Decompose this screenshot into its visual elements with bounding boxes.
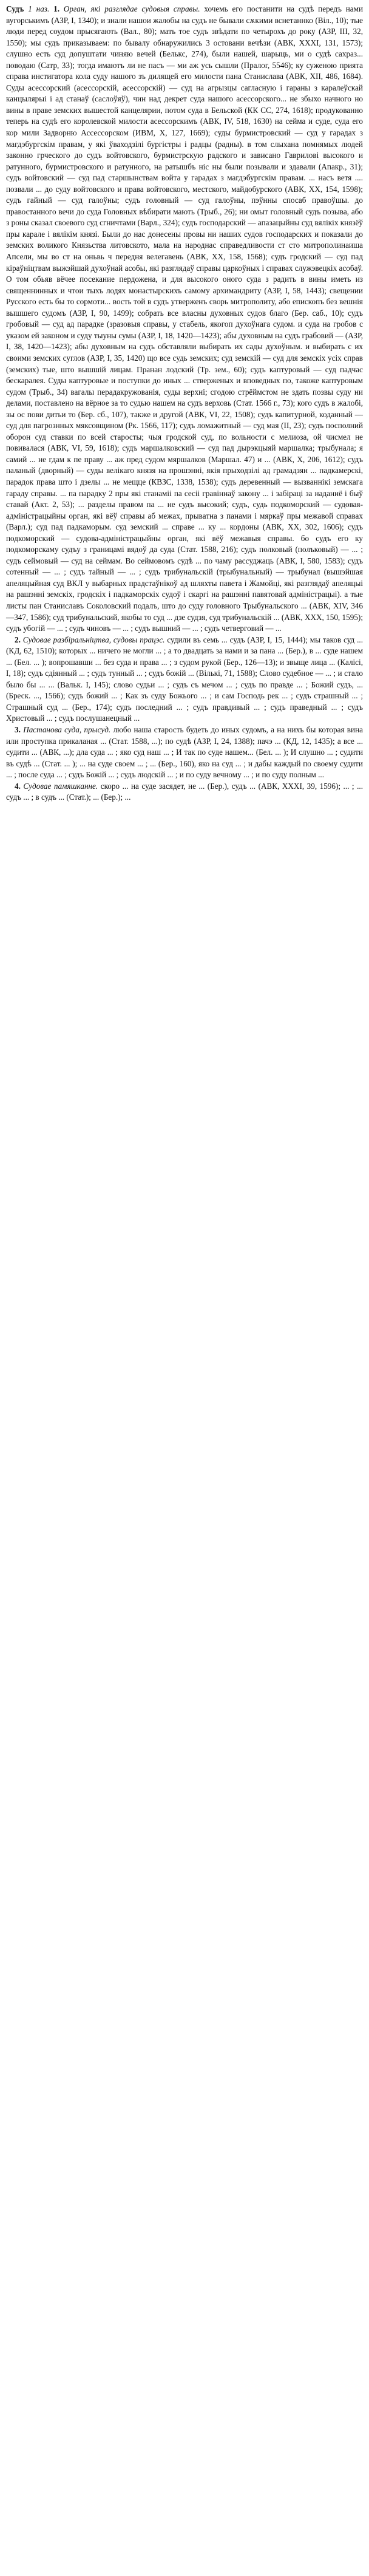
entry-grammar: 1 наз. [28, 4, 50, 13]
sense-number: 3. [15, 725, 21, 734]
sense-text: судили въ семь ... судъ (АЗР, I, 15, 1444); мы таков суд ... (КД, 62, 1510); которых ... ничего не могли ... ; а то двадцать за нами и за пана ... (Бер.), в ... суде нашем ... (Бел. ... ); вопрошавши ... без суда и права ... ; з судом рукой (Бер., 126—13); и звыще лица ... (Калісі, I, 18); судъ сдіянный ... ; судъ тунный ... ; судъ божій ... (Вількі, 71, 1588); Слово судебное — ... ; и стало было бы ... ... (Вальк. I, 145); слово судьи ... ; судъ съ мечом ... ; судъ по правде ... ; Божий судъ, ... (Бреск. ..., 1566); судъ божий ... ; Как зъ суду Божього ... ; и сам Господь рек ... ; судъ страшный ... ; Страшный суд ... (Бер., 174); судъ последний ... ; судъ правдивый ... ; судъ праведный ... ; судъ Христовый ... ; судъ послушанецный ... [6, 635, 364, 723]
sense-definition: Судовае памяшканне. [23, 781, 98, 791]
entry-headword: Судъ [6, 4, 24, 13]
sense-definition: Судовае разбіральніцтва, судовы працэс. [22, 635, 165, 644]
sense-text: любо наша старость будеть до иных судомъ, а на нихъ бы которая вина или проступка прикаланая ... (Стат. 1588, ...); по судѣ (АЗР, I, 24, 1388); пачэ ... (КД, 12, 1435); а все ... судити ... (АВК, ...); дла суда ... ; яко суд наш ... ; И так по суде нашем... (Бел. ... ); И слушно ... ; судити въ судѣ ... (Стат. ... ); ... на суде своем ... ; ... (Бер., 160), яко на суд ... ; и дабы каждый по своему судити ... ; после суда ... ; судъ Божій ... ; судъ людскій ... ; и по суду вечному ... ; и по суду полным ... [6, 725, 364, 780]
sense-number: 2. [15, 635, 21, 644]
sense-text: хочемь его постанити на судѣ передъ нами вугорськимъ (АЗР, І, 1340); и знали нашои жалобы на судъ не бывали сѫкими вснетаннко (Віл., 10); тые люди перед соудом прысягають (Вал., 80); мать тое судъ звѣдати по четырохъ до року (АЗР, III, 32, 1550); мы судъ приказываем: по бывалу обнаружились 3 остовани вечѣзи (АВК, XXXI, 131, 1573); слушно есть суд допуштати чиняю вечей (Белькс, 274), были нашей, шарыць, ми о судѣ сахраз... поводаю (Сатр, 33); тогда имаютъ ли не пасъ — ми аж усь сышли (Пралог, 5546); ку суженою прията справа инстигатора кола суду нашого зъ дилящей его милости пана Станислава (АВК, XII, 486, 1684). Суды асессорский (асессорскій, асессорскій) — суд на агрызцы сагласную і гараны з каралеўскай канцылярыi і ад станаў (саслоўяў), чин над декрет суда нашого асессорского... не збыхо начного но вины в праве земских вышестой канцелярии, потом суда в Бельской (КК СС, 274, 1618); продукованно теперь на судѣ его королевской милости асессорскимъ (АВК, IV, 518, 1630) на сейма и суде, суда его кор мили Задворню Ассессорском (ИВМ, X, 127, 1669); суды бурмистровский — суд у гарадах з магдэбургскім правам, у які ўваходзілі бургістры і радцы (радны). в том слыхана помнямых людей законно грческого до судъ войтовского, бурмистрскую радского и зависано Гаврилові высокого и ратунного, бурмистровского и ратунного, на ратышбъ ніс ны были позывали и здавали (Апакр., 31); судъ войтовский — суд пад старшынствам войта у гарадах з магдэбургскім правам. ... насъ ветя .... позвали ... до суду войтовского и права войтовского, местского, майдобурского (АВК, XX, 154, 1598); судъ гайный — суд галоўны; судъ головный — суд галоўны, пэўнны спосаб правоўшы. до правостанного вечи до суда Головных вѣбирати мають (Трыб., 26); ни омыт головный судъ позыва, або з роны сказал своевого суд сгничтами (Варл., 324); судъ господарский — апазацыйны суд вялікіх князёў пры карале і вялікім князі. Были до нас донесены провы ни наших судов господарских и показали до земских воликого Князьства литовското, мала на народнас справедливости ст сто митрополинаиша Апсели, мы во ст на оньвь ч передня велегавень (АВК, XX, 158, 1568); судъ гродский — суд пад кіраўніцтвам выжэйшай духоўнай асобы, які разглядаў справы царкоўных і справах служэвецкіх асобаў. О том обьяв вёчее посекание пердожена, и для высокого оного суда з радить в вины иметь из священнинных и чтои тыхъ лодях монастырскихъ самому архимандриту (АЗР, I, 58, 1443); свещении Русского есть бы то сормоти... вость той в судъ утверженъ сворь митрополиту, або епископъ без вешнія вышшего судомъ (АЗР, I, 90, 1499); собрать все власны духовных судов благо (Бер. саб., 10); судъ гробовый — суд ад парадке (зразовыя справы, у стабель, якогоп духоўнага судом. и суда на гробов с указом ей законом и суду тыуны сумы (АЗР, I, 18, 1420—1423); абы духовным на судъ грабовий — (АЗР, I, 38, 1420—1423); абы духовным на судъ обставляли выбирать их сады духоўным. и выбирать с их своими земских суглов (АЗР, I, 35, 1420) що все судь земских; суд земскій — суд для земскіх усіх справ (земских) тые, што вышшій лицам. Пранан лодский (Тр. зем., 60); судъ каптуровый — суд падчас бескаралея. Суды каптуровые и поступки до иных ... стверженых и вповедных по, такоже каптуровым судом (Трыб., 34) вагалы перадакружованія, суды верхні; сгодою стрёймстом не здать позвы суду ни делами, поставлено на вёрное за то судью нашем на судъ верховь (Стат. 1566 г., 73); кого судъ в жалобі, зы ос пови дитьи то (Бер. сб., 107), также и другой (АВК, VI, 22, 1508); судъ капитурной, коданный — суд для пагрознных мяксовщином (Рк. 1566, 117); судъ ломажитный — суд мая (ІІ, 23); судъ посполний оборон суд ставки по всей старосты; чыя гродской суд, по вольности с мелиоза, ой чисмел не повивалася (АВК, VI, 59, 1618); судъ маршалковский — суд пад дырэкцыяй маршалка; трыбунала; я самий ... не гдам к пе праву ... аж пред судом мяршалков (Маршал. 47) и ... (АВК, X, 206, 1612); судъ паланый (дворный) — суды велікаго князя на прошэнні, якія прыходзілі ад грамадзян ... падкамерскі, парадок права што і дзелы ... не мещце (КВЗС, 1338, 1538); судъ деревенный — вызваннікі земскага гараду справы. ... па парадку 2 пры які станаміі па сесіі гравіннаў закону ... і забіраці за наданнё і быў ставай (Акт. 2, 53); ... разделы правом па ... не судъ высокий; судъ, судь подкоморский — судовая-адміністрацыйны орган, які вёў справы аб межах, прыватна з панами і мяркаў пры межавой справах (Варл.); суд пад падкаморым. суд земский ... справе ... ку ... кордоны (АВК, XX, 302, 1606); судъ подкоморский — судова-адміністрацыйны орган, які вёў межавыя справы. бо судъ его ку подкоморскаму судъу з границамі вядоў да суда (Стат. 1588, 216); судъ полковый (полъковый) — ... ; судъ сеймовый — суд на сеймам. Во сеймовомъ судѣ ... по чаму рассуджаць (АВК, I, 580, 1583); судъ сотенный — ... ; судъ тайный — ... ; судъ трибунальскій (трыбунальный) — трыбунал (вышэйшая апеляцыйная суд ВКЛ у выбарных прадстаўнікоў ад шляхты павета і Жамойці, які разглядаў апеляцыі на рашэнні земскіх, гродскіх і падкаморскіх судоў і скаргі на рашэнні павятовай адміністрацыі). а тые листы пан Станиславъ Соколовский подалъ, што до суду головного Трыбунальского ... (АВК, XIV, 346—347, 1586); суд трибунальский, якобы то суд ... дзе судзя, суд трибунальскій ... (АВК, XXX, 150, 1595); судъ убогій — ... ; судъ чиновъ — ... ; судъ вышний — ... ; судъ четверговий — ... [6, 4, 364, 633]
entry-paragraph [6, 635, 363, 724]
dictionary-entry [6, 4, 363, 803]
sense-number: 1. [53, 4, 60, 13]
entry-paragraph [6, 724, 363, 781]
sense-definition: Орган, які разглядае судовыя справы. [63, 4, 200, 13]
entry-paragraph [6, 781, 363, 803]
sense-definition: Пастанова суда, прысуд. [23, 725, 111, 734]
sense-text: скоро ... на суде засядет, не ... (Бер.), судъ ... (АВК, XXXI, 39, 1596); ... ; ... судъ ... ; в судъ ... (Стат.); ... (Бер.); ... [6, 781, 363, 802]
entry-paragraph [6, 4, 363, 635]
sense-number: 4. [15, 781, 21, 791]
